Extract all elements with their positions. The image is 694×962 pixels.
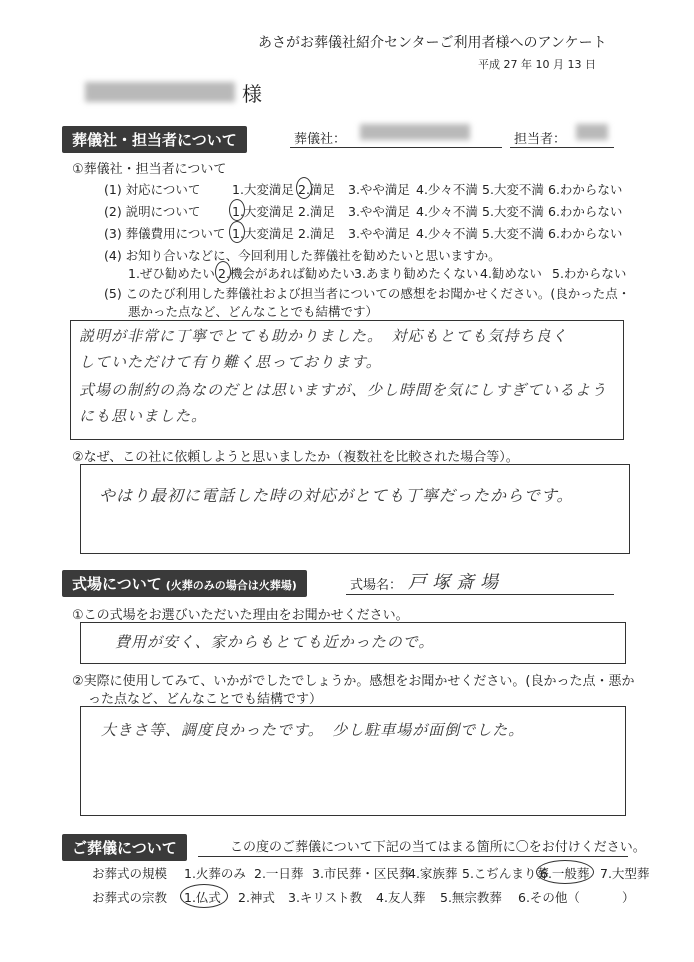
option[interactable]: 2.満足 — [298, 182, 335, 197]
scale-label: お葬式の規模 — [92, 866, 168, 881]
venue-q2-line1: ②実際に使用してみて、いかがでしたでしょうか。感想をお聞かせください。(良かった点・悪か — [72, 674, 635, 689]
option[interactable]: 4.少々不満 — [416, 182, 478, 197]
option[interactable]: 5.わからない — [552, 266, 627, 281]
option[interactable]: 3.やや満足 — [348, 226, 410, 241]
venue-q2-line2: った点など、どんなことでも結構です） — [88, 692, 323, 707]
q1-row-response — [104, 180, 664, 200]
option[interactable]: 1.火葬のみ — [184, 866, 246, 881]
option[interactable]: 5.無宗教葬 — [440, 890, 502, 905]
funeral-company-line — [290, 147, 502, 148]
option[interactable]: 4.勧めない — [480, 266, 542, 281]
q5-question-line1: (5) このたび利用した葬儀社および担当者についての感想をお聞かせください。(良かった点・ — [104, 286, 631, 301]
redacted-recipient-name — [85, 82, 235, 102]
staff-line — [510, 147, 614, 148]
q5-answer-box[interactable] — [70, 320, 624, 440]
venue-q1-answer-box[interactable] — [80, 622, 626, 664]
option[interactable]: 5.大変不満 — [482, 226, 544, 241]
option[interactable]: 7.大型葬 — [600, 866, 650, 881]
q1-row-label: (2) 説明について — [104, 204, 201, 219]
q2-title: ②なぜ、この社に依頼しようと思いましたか（複数社を比較された場合等）。 — [72, 450, 519, 465]
q2-answer: やはり最初に電話した時の対応がとても丁寧だったからです。 — [99, 486, 574, 505]
option[interactable]: 6.その他（ — [518, 890, 580, 905]
q1-title: ①葬儀社・担当者について — [72, 162, 227, 177]
option-close-paren: ） — [622, 890, 635, 905]
option[interactable]: 4.友人葬 — [376, 890, 426, 905]
selection-circle — [229, 199, 245, 221]
selection-circle — [180, 884, 228, 908]
venue-q1-title: ①この式場をお選びいただいた理由をお聞かせください。 — [72, 608, 409, 623]
venue-name: 戸塚斎場 — [408, 572, 504, 593]
option[interactable]: 2.満足 — [298, 204, 335, 219]
option[interactable]: 1.仏式 — [184, 890, 221, 905]
option[interactable]: 2.満足 — [298, 226, 335, 241]
option[interactable]: 2.神式 — [238, 890, 275, 905]
venue-q1-answer: 費用が安く、家からもとても近かったので。 — [115, 633, 435, 651]
option[interactable]: 2.機会があれば勧めたい — [218, 266, 355, 281]
funeral-instruction: この度のご葬儀について下記の当てはまる箇所に〇をお付けください。 — [230, 840, 646, 855]
section-venue-title: 式場について — [72, 575, 162, 593]
option[interactable]: 1.大変満足 — [232, 204, 294, 219]
option[interactable]: 6.一般葬 — [540, 866, 590, 881]
option[interactable]: 1.大変満足 — [232, 226, 294, 241]
funeral-company-label: 葬儀社： — [294, 132, 347, 147]
redacted-staff-name — [576, 124, 608, 140]
option[interactable]: 4.少々不満 — [416, 204, 478, 219]
selection-circle — [296, 177, 312, 199]
staff-label: 担当者： — [514, 132, 567, 147]
option[interactable]: 1.大変満足 — [232, 182, 294, 197]
q5-question-line2: 悪かった点など、どんなことでも結構です） — [128, 304, 379, 319]
q5-answer-line: 式場の制約の為なのだとは思いますが、少し時間を気にしすぎているよう — [79, 381, 608, 399]
option[interactable]: 3.やや満足 — [348, 182, 410, 197]
q5-answer-line: にも思いました。 — [79, 407, 208, 425]
option[interactable]: 3.やや満足 — [348, 204, 410, 219]
option[interactable]: 1.ぜひ勧めたい — [128, 266, 215, 281]
option[interactable]: 5.大変不満 — [482, 204, 544, 219]
venue-q2-answer-box[interactable] — [80, 706, 626, 816]
q1-row-explanation — [104, 202, 664, 222]
option[interactable]: 6.わからない — [548, 182, 623, 197]
q5-answer-line: していただけて有り難く思っております。 — [79, 353, 382, 371]
section-venue-note: (火葬のみの場合は火葬場) — [165, 579, 297, 592]
option[interactable]: 3.あまり勧めたくない — [354, 266, 479, 281]
section-funeral: ご葬儀について — [62, 834, 187, 861]
q1-row-label: (3) 葬儀費用について — [104, 226, 226, 241]
religion-label: お葬式の宗教 — [92, 890, 168, 905]
option[interactable]: 6.わからない — [548, 204, 623, 219]
q4-question: (4) お知り合いなどに、今回利用した葬儀社を勧めたいと思いますか。 — [104, 248, 501, 263]
q4-options — [128, 264, 628, 284]
option[interactable]: 4.家族葬 — [408, 866, 458, 881]
venue-line — [346, 594, 614, 595]
selection-circle — [229, 221, 245, 243]
survey-title: あさがお葬儀社紹介センターご利用者様へのアンケート — [258, 35, 607, 51]
q2-answer-box[interactable] — [80, 464, 630, 554]
q5-answer-line: 説明が非常に丁寧でとても助かりました。 対応もとても気持ち良く — [79, 327, 568, 345]
option[interactable]: 6.わからない — [548, 226, 623, 241]
religion-row — [92, 888, 692, 908]
venue-label: 式場名： — [350, 578, 403, 593]
section-funeral-company: 葬儀社・担当者について — [62, 126, 247, 153]
option[interactable]: 2.一日葬 — [254, 866, 304, 881]
option[interactable]: 5.こぢんまり葬 — [462, 866, 549, 881]
redacted-funeral-company — [360, 124, 470, 140]
recipient-suffix: 様 — [242, 82, 262, 106]
section-venue — [62, 570, 307, 597]
option[interactable]: 3.キリスト教 — [288, 890, 363, 905]
option[interactable]: 3.市民葬・区民葬 — [312, 866, 412, 881]
instruction-underline — [198, 856, 628, 857]
q1-row-cost — [104, 224, 664, 244]
venue-q2-answer: 大きさ等、調度良かったです。 少し駐車場が面倒でした。 — [101, 721, 525, 739]
option[interactable]: 5.大変不満 — [482, 182, 544, 197]
selection-circle — [215, 261, 231, 283]
selection-circle — [536, 860, 594, 884]
survey-date: 平成 27 年 10 月 13 日 — [478, 58, 596, 71]
scale-row — [92, 864, 692, 884]
option[interactable]: 4.少々不満 — [416, 226, 478, 241]
q1-row-label: (1) 対応について — [104, 182, 201, 197]
